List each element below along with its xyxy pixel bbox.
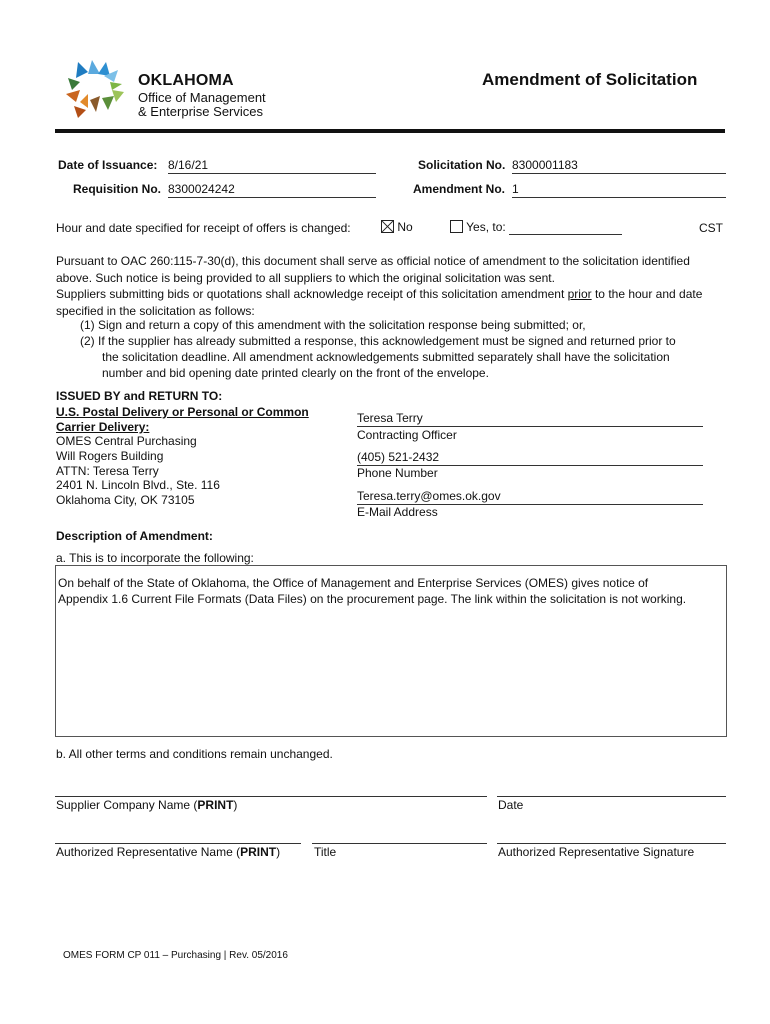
header-rule: [55, 129, 725, 133]
requisition-no-label: Requisition No.: [73, 182, 161, 196]
return-address: [56, 434, 220, 508]
signature-label: Authorized Representative Signature: [498, 845, 695, 859]
no-checkbox-group[interactable]: [381, 220, 413, 234]
yes-checkbox[interactable]: [450, 220, 463, 233]
contact-email-label: E-Mail Address: [357, 505, 438, 519]
date-line[interactable]: [497, 796, 726, 797]
title-line[interactable]: [312, 843, 487, 844]
supplier-company-label: Supplier Company Name (PRINT): [56, 798, 238, 812]
date-of-issuance-field[interactable]: 8/16/21: [168, 158, 376, 174]
org-line-3: & Enterprise Services: [138, 104, 263, 119]
address-line: ATTN: Teresa Terry: [56, 463, 159, 478]
timezone-label: CST: [699, 221, 723, 235]
date-of-issuance-label: Date of Issuance:: [58, 158, 158, 172]
rep-name-line[interactable]: [55, 843, 301, 844]
yes-checkbox-group[interactable]: [450, 220, 506, 234]
instruction-item-2-line-2: the solicitation deadline. All amendment acknowledgements submitted separately shall have the solicitation: [102, 350, 670, 364]
address-line: Will Rogers Building: [56, 448, 164, 463]
delivery-heading-line-2: Carrier Delivery:: [56, 420, 150, 434]
description-line-2: Appendix 1.6 Current File Formats (Data Files) on the procurement page. The link within the solicitation is not working.: [58, 592, 687, 606]
org-name: OKLAHOMA: [138, 72, 234, 89]
yes-date-field[interactable]: [509, 221, 622, 235]
supplier-company-line[interactable]: [55, 796, 487, 797]
address-line: Oklahoma City, OK 73105: [56, 493, 195, 508]
yes-label: Yes, to:: [466, 220, 506, 234]
amendment-no-field[interactable]: 1: [512, 182, 726, 198]
instruction-item-1: (1) Sign and return a copy of this amendment with the solicitation response being submitted; or,: [80, 318, 586, 332]
solicitation-no-field[interactable]: 8300001183: [512, 158, 726, 174]
amendment-no-label: Amendment No.: [413, 182, 506, 196]
org-line-2: Office of Management: [138, 90, 266, 105]
rep-name-label: Authorized Representative Name (PRINT): [56, 845, 281, 859]
address-line: 2401 N. Lincoln Blvd., Ste. 116: [56, 478, 220, 493]
contact-phone-field[interactable]: (405) 521-2432: [357, 450, 703, 466]
description-item-b: b. All other terms and conditions remain unchanged.: [56, 747, 333, 761]
title-label: Title: [314, 845, 337, 859]
no-checkbox[interactable]: [381, 220, 394, 233]
delivery-heading-line-1: U.S. Postal Delivery or Personal or Common: [56, 405, 309, 419]
acknowledge-paragraph: Suppliers submitting bids or quotations shall acknowledge receipt of this solicitation amendment prior to the hour and date specified in the solicitation as follows:: [56, 287, 703, 318]
instruction-item-2-line-1: (2) If the supplier has already submitted a response, this acknowledgement must be signed and returned prior to: [80, 334, 676, 348]
description-line-1: On behalf of the State of Oklahoma, the Office of Management and Enterprise Services (OMES) gives notice of: [58, 576, 649, 590]
contact-name-label: Contracting Officer: [357, 428, 457, 442]
date-label: Date: [498, 798, 524, 812]
contact-name-field[interactable]: Teresa Terry: [357, 411, 703, 427]
form-footer: OMES FORM CP 011 – Purchasing | Rev. 05/2016: [63, 950, 288, 961]
omes-logo-icon: [66, 60, 136, 122]
instruction-item-2-line-3: number and bid opening date printed clearly on the front of the envelope.: [102, 366, 489, 380]
notice-paragraph: Pursuant to OAC 260:115-7-30(d), this document shall serve as official notice of amendment to the solicitation identified above. Such notice is being provided to all suppliers to which the original solicitation was sent.: [56, 254, 690, 285]
description-item-a: a. This is to incorporate the following:: [56, 551, 254, 565]
contact-email-field[interactable]: Teresa.terry@omes.ok.gov: [357, 489, 703, 505]
contact-phone-label: Phone Number: [357, 466, 438, 480]
requisition-no-field[interactable]: 8300024242: [168, 182, 376, 198]
document-title: Amendment of Solicitation: [482, 70, 698, 89]
description-heading: Description of Amendment:: [56, 529, 213, 543]
signature-line[interactable]: [497, 843, 726, 844]
no-label: No: [397, 220, 413, 234]
solicitation-no-label: Solicitation No.: [418, 158, 506, 172]
issued-by-heading: ISSUED BY and RETURN TO:: [56, 389, 223, 403]
offers-changed-question: Hour and date specified for receipt of offers is changed:: [56, 221, 351, 235]
description-textbox[interactable]: [55, 565, 727, 737]
address-line: OMES Central Purchasing: [56, 434, 197, 448]
